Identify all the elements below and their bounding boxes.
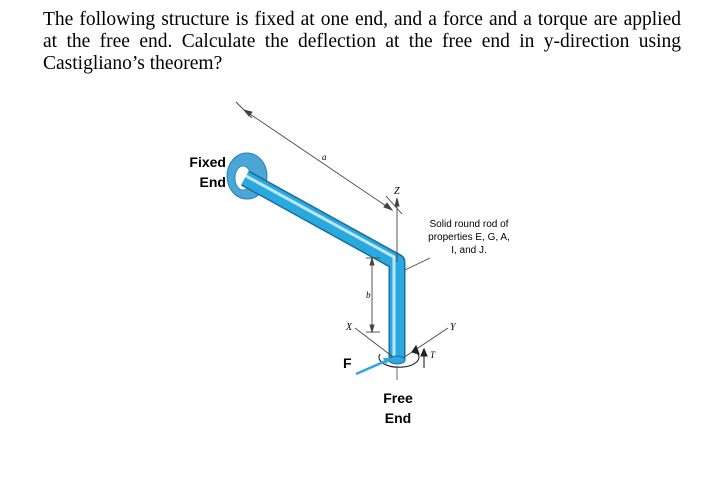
material-note — [421, 218, 517, 257]
fixed-end-label-line1: Fixed — [189, 154, 226, 170]
axis-y-label: Y — [450, 322, 456, 333]
torque-label: T — [430, 350, 436, 360]
note-line3: I, and J. — [451, 245, 487, 256]
axis-z-label: Z — [394, 186, 400, 197]
dimension-a-label: a — [322, 152, 327, 162]
free-end-cap — [389, 356, 405, 364]
axis-x-label: X — [346, 322, 353, 333]
dimension-b-label: b — [366, 290, 371, 300]
note-leader — [405, 258, 430, 270]
free-end-label — [378, 388, 418, 428]
note-line2: properties E, G, A, — [428, 232, 510, 243]
free-end-label-line2: End — [384, 410, 412, 426]
dimension-a — [236, 102, 402, 214]
force-arrow — [356, 358, 392, 374]
question-text: The following structure is fixed at one end, and a force and a torque are applied at the free end. Calculate the deflection at the free end in y-direction using Castigliano’s theorem? — [43, 9, 681, 74]
note-line1: Solid round rod of — [429, 219, 509, 230]
fixed-end-label-line2: End — [199, 174, 226, 190]
force-label: F — [343, 355, 352, 371]
free-end-label-line1: Free — [383, 390, 413, 406]
fixed-end-label — [186, 152, 226, 192]
